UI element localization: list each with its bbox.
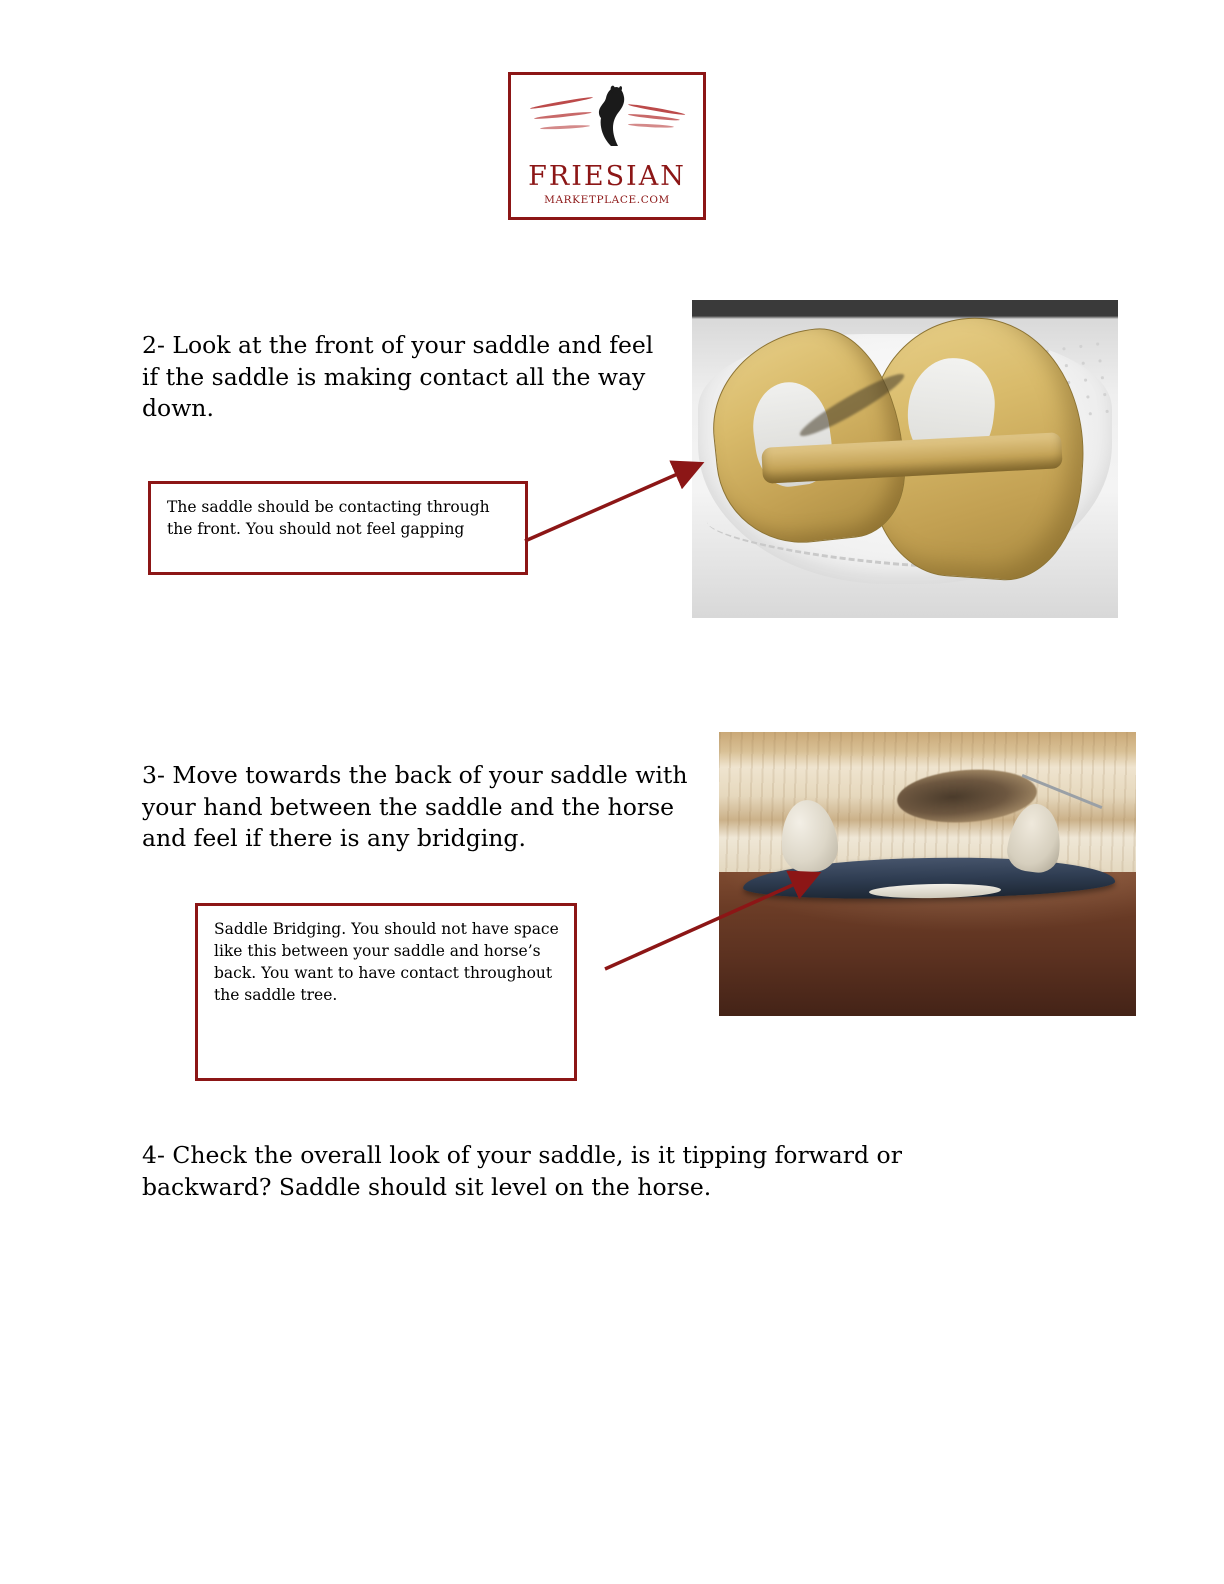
step-4-instruction: 4- Check the overall look of your saddle, is it tipping forward or backward? Saddle should sit level on the horse.	[142, 1141, 902, 1201]
logo-swoosh-right-2	[628, 113, 680, 121]
logo-swoosh-right-3	[628, 123, 674, 128]
friesian-marketplace-logo	[508, 72, 706, 220]
step-3-instruction: 3- Move towards the back of your saddle with your hand between the saddle and the horse and feel if there is any bridging.	[142, 761, 688, 853]
logo-swoosh-left-2	[534, 111, 592, 120]
saddle-tree-front-photo	[692, 300, 1118, 618]
logo-swoosh-left-3	[540, 124, 590, 130]
logo-artwork	[522, 81, 692, 159]
callout-arrow-to-saddle-front	[520, 455, 720, 550]
callout-arrow-to-bridging-gap	[600, 865, 840, 980]
callout-saddle-front-contact: The saddle should be contacting through the front. You should not feel gapping	[148, 481, 528, 575]
logo-wordmark: FRIESIAN	[528, 161, 686, 192]
logo-domain: MARKETPLACE.COM	[544, 194, 670, 206]
logo-swoosh-left-1	[530, 96, 594, 110]
step-2-instruction: 2- Look at the front of your saddle and feel if the saddle is making contact all the way down.	[142, 331, 654, 423]
horse-head-icon	[596, 85, 630, 147]
callout-saddle-bridging: Saddle Bridging. You should not have space like this between your saddle and horse’s back. You want to have contact throughout the saddle tree.	[195, 903, 577, 1081]
